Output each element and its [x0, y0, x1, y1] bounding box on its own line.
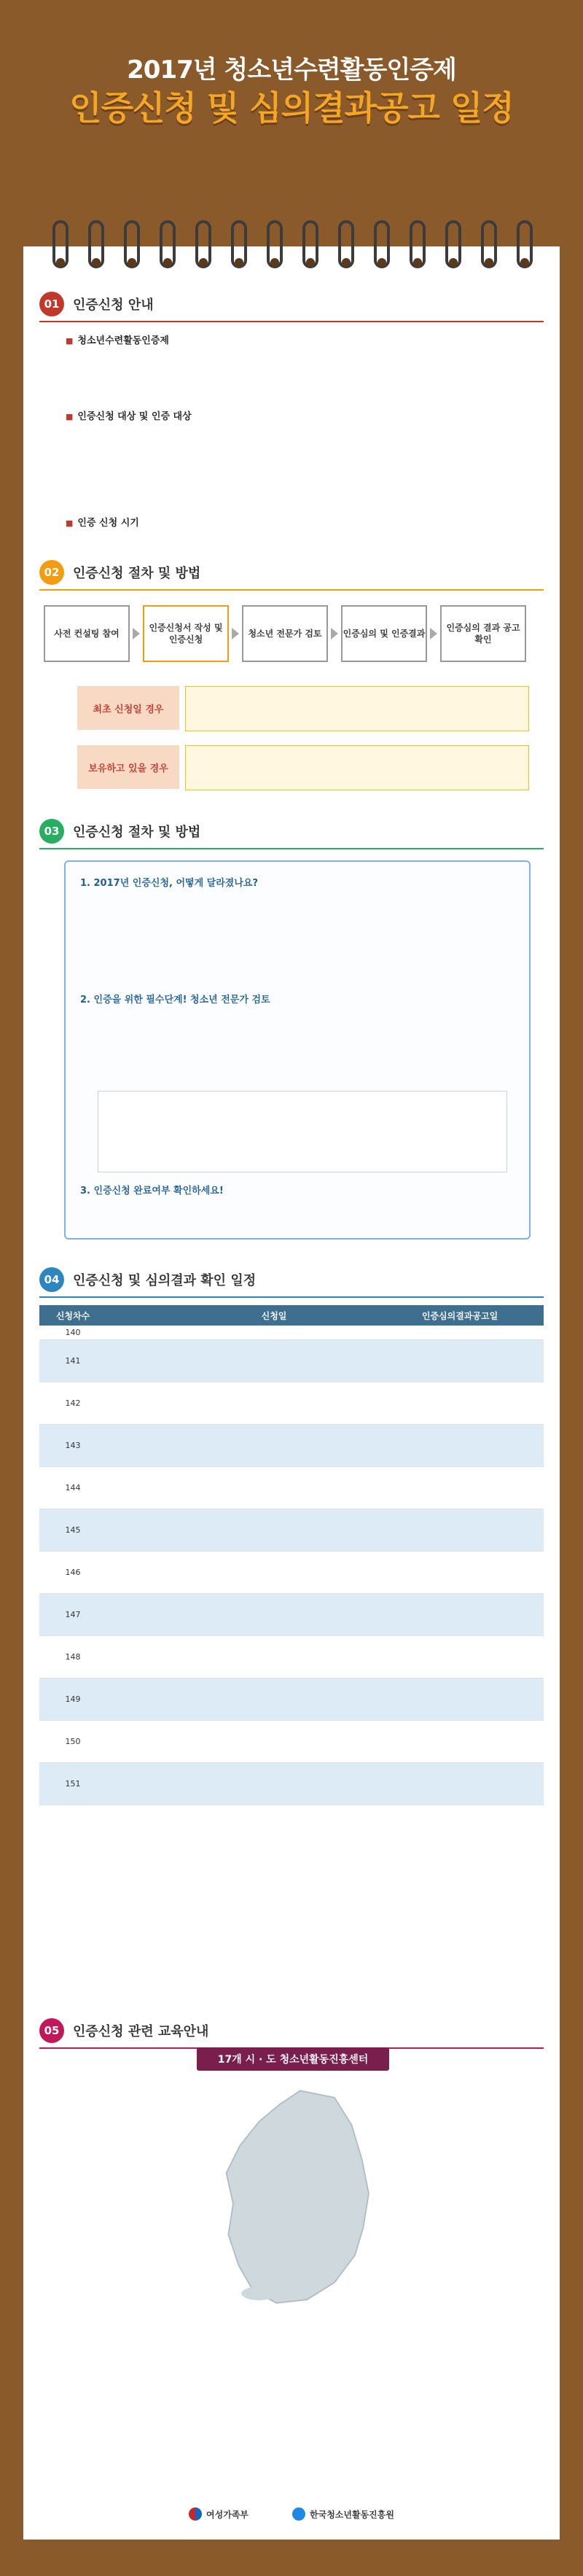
table-row	[39, 1594, 544, 1636]
section-01-header	[39, 292, 154, 316]
table-header	[39, 1305, 544, 1326]
table-cell	[376, 1763, 544, 1805]
section-02-header	[39, 560, 200, 585]
table-cell	[172, 1340, 376, 1382]
round-number: 145	[65, 1525, 81, 1535]
notebook-sheet	[23, 246, 560, 2540]
section-title: 인증신청 관련 교육안내	[73, 2024, 209, 2039]
table-cell	[376, 1594, 544, 1635]
spiral-hole	[128, 258, 136, 267]
kywa-logo	[292, 2507, 394, 2521]
section-number: 02	[39, 560, 64, 585]
flow-step: 사전 컨설팅 참여	[44, 605, 130, 662]
table-cell	[376, 1509, 544, 1551]
table-cell	[376, 1552, 544, 1593]
page-title-line1: 2017년 청소년수련활동인증제	[127, 55, 456, 85]
exception-note-box	[98, 1091, 507, 1172]
bullet-heading: ■ 인증 신청 시기	[66, 515, 139, 529]
table-row	[39, 1382, 544, 1425]
flow-step: 인증심의 및 인증결과	[341, 605, 427, 662]
spiral-hole	[449, 258, 458, 267]
table-cell	[106, 1509, 172, 1551]
procedure-box	[64, 860, 531, 1240]
flow-arrow-icon	[133, 628, 140, 639]
table-cell	[376, 1382, 544, 1424]
spiral-hole	[520, 258, 529, 267]
ministry-emblem-icon	[189, 2507, 202, 2521]
table-cell	[172, 1425, 376, 1466]
ministry-logo	[189, 2507, 249, 2521]
table-row	[39, 1763, 544, 1805]
column-header: 신청일	[261, 1310, 287, 1321]
page-footer	[23, 2489, 560, 2540]
section-divider	[39, 321, 544, 322]
jeju-shape	[241, 2287, 277, 2300]
table-cell	[172, 1594, 376, 1635]
table-cell	[106, 1425, 172, 1466]
table-cell	[106, 1467, 172, 1509]
table-row	[39, 1678, 544, 1721]
spiral-hole	[163, 258, 172, 267]
table-cell	[172, 1721, 376, 1762]
section-number: 03	[39, 819, 64, 844]
table-cell	[106, 1340, 172, 1382]
spiral-hole	[413, 258, 422, 267]
table-row	[39, 1340, 544, 1382]
spiral-hole	[377, 258, 386, 267]
table-body	[39, 1326, 544, 1805]
round-number: 148	[65, 1652, 81, 1662]
table-cell	[376, 1326, 544, 1339]
table-row	[39, 1552, 544, 1594]
column-header: 인증심의결과공고일	[421, 1310, 498, 1321]
spiral-hole	[56, 258, 65, 267]
kywa-name: 한국청소년활동진흥원	[310, 2509, 394, 2520]
table-row	[39, 1467, 544, 1509]
round-number: 150	[65, 1737, 81, 1746]
section-number: 05	[39, 2018, 64, 2043]
flow-arrow-icon	[430, 628, 437, 639]
flow-arrow-icon	[232, 628, 239, 639]
flow-case-label: 최초 신청일 경우	[77, 686, 179, 730]
table-cell	[172, 1678, 376, 1720]
table-cell	[376, 1636, 544, 1678]
table-row	[39, 1721, 544, 1763]
table-cell	[172, 1382, 376, 1424]
flow-step: 인증심의 결과 공고 확인	[440, 605, 526, 662]
page-title-line2: 인증신청 및 심의결과공고 일정	[69, 88, 514, 128]
flow-case-note	[185, 686, 529, 731]
section-title: 인증신청 안내	[73, 297, 154, 313]
table-cell	[376, 1721, 544, 1762]
kywa-emblem-icon	[292, 2507, 305, 2521]
schedule-table	[39, 1305, 544, 1805]
spiral-hole	[342, 258, 351, 267]
column-header	[106, 1305, 172, 1326]
column-header: 신청차수	[55, 1310, 90, 1321]
flow-case-label: 보유하고 있을 경우	[77, 745, 179, 789]
spiral-hole	[92, 258, 101, 267]
table-row	[39, 1425, 544, 1467]
flow-arrow-icon	[331, 628, 338, 639]
section-divider	[39, 589, 544, 591]
table-cell	[172, 1552, 376, 1593]
table-cell	[106, 1326, 172, 1339]
table-cell	[106, 1552, 172, 1593]
spiral-hole	[485, 258, 493, 267]
bullet-heading: ■ 인증신청 대상 및 인증 대상	[66, 408, 192, 422]
table-cell	[172, 1636, 376, 1678]
round-number: 144	[65, 1483, 81, 1493]
round-number: 147	[65, 1610, 81, 1619]
step-heading: 2. 인증을 위한 필수단계! 청소년 전문가 검토	[80, 995, 270, 1005]
section-04-header	[39, 1267, 256, 1292]
ministry-name: 여성가족부	[206, 2509, 249, 2520]
round-number: 149	[65, 1694, 81, 1704]
table-cell	[376, 1678, 544, 1720]
centers-title: 17개 시 · 도 청소년활동진흥센터	[197, 2047, 389, 2071]
section-05-header	[39, 2018, 208, 2043]
table-row	[39, 1509, 544, 1552]
round-number: 140	[65, 1328, 81, 1337]
round-number: 146	[65, 1568, 81, 1577]
spiral-hole	[235, 258, 243, 267]
table-cell	[106, 1678, 172, 1720]
table-cell	[172, 1763, 376, 1805]
spiral-hole	[199, 258, 208, 267]
map-shape	[227, 2090, 369, 2303]
round-number: 151	[65, 1779, 81, 1789]
section-divider	[39, 1296, 544, 1298]
table-cell	[106, 1721, 172, 1762]
table-cell	[376, 1467, 544, 1509]
page-header	[0, 0, 583, 211]
section-divider	[39, 848, 544, 849]
section-title: 인증신청 절차 및 방법	[73, 825, 201, 840]
table-cell	[106, 1382, 172, 1424]
flow-step: 청소년 전문가 검토	[242, 605, 328, 662]
table-cell	[106, 1594, 172, 1635]
round-number: 143	[65, 1441, 81, 1450]
table-cell	[106, 1763, 172, 1805]
section-number: 04	[39, 1267, 64, 1292]
step-heading: 3. 인증신청 완료여부 확인하세요!	[80, 1186, 224, 1196]
spiral-hole	[270, 258, 279, 267]
table-row	[39, 1636, 544, 1678]
round-number: 141	[65, 1356, 81, 1366]
spiral-hole	[306, 258, 315, 267]
table-cell	[172, 1509, 376, 1551]
table-cell	[376, 1340, 544, 1382]
table-row	[39, 1326, 544, 1340]
section-number: 01	[39, 292, 64, 316]
table-cell	[376, 1425, 544, 1466]
section-title: 인증신청 및 심의결과 확인 일정	[73, 1273, 257, 1288]
flow-step: 인증신청서 작성 및 인증신청	[143, 605, 229, 662]
korea-map	[147, 2084, 453, 2310]
round-number: 142	[65, 1398, 81, 1408]
bullet-heading: ■ 청소년수련활동인증제	[66, 332, 169, 346]
section-title: 인증신청 절차 및 방법	[73, 566, 201, 581]
step-heading: 1. 2017년 인증신청, 어떻게 달라졌나요?	[80, 878, 259, 889]
table-cell	[172, 1467, 376, 1509]
table-cell	[106, 1636, 172, 1678]
flow-case-note	[185, 745, 529, 790]
table-cell	[172, 1326, 376, 1339]
section-03-header	[39, 819, 200, 844]
